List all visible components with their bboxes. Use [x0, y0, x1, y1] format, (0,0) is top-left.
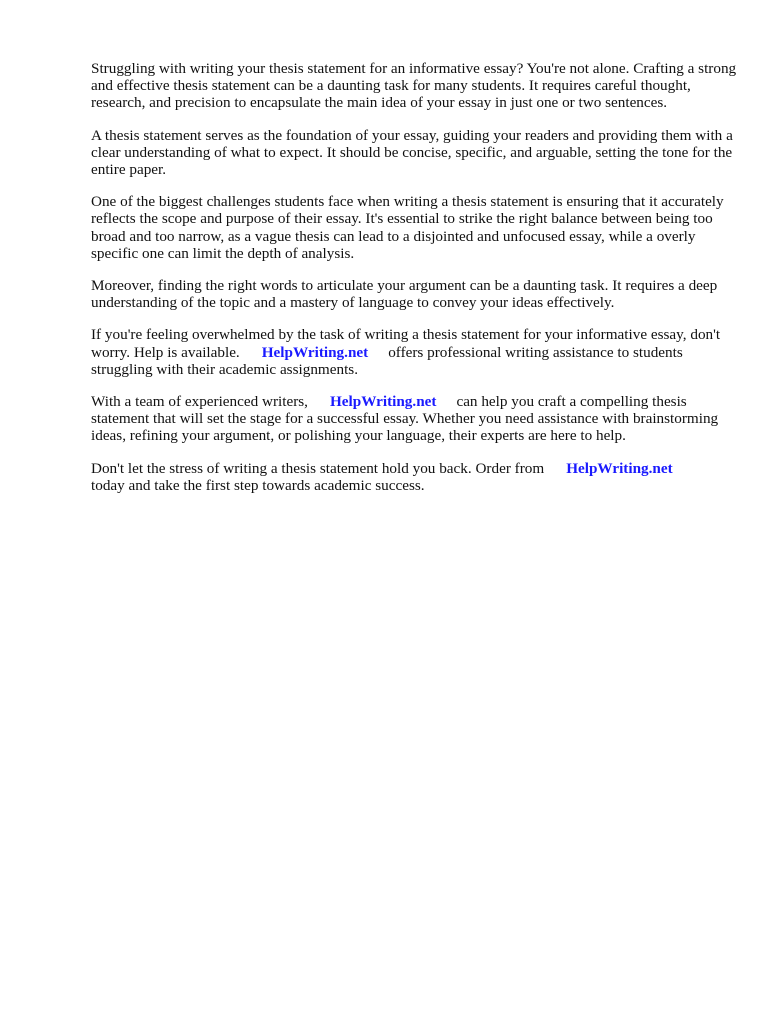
order-closing-text: today and take the first step towards academic success. [91, 476, 425, 494]
paragraph-foundation: A thesis statement serves as the foundation of your essay, guiding your readers and providing them with a clear understanding of what to expect. It should be concise, specific, and arguable, setting the tone for the entire paper. [91, 126, 733, 179]
help-offers-text: offers professional writing assistance to students struggling with their academic assignments. [91, 343, 683, 378]
help-available-text: If you're feeling overwhelmed by the task of writing a thesis statement for your informative essay, don't worry. Help is available. [91, 326, 721, 361]
team-detail-text: can help you craft a compelling thesis statement that will set the stage for a successful essay. Whether you need assistance with brainstorming ideas, refining your argument, or polishing your language, their experts are here to help. [91, 393, 719, 445]
paragraph-help-available [91, 326, 741, 378]
helpwriting-link-1[interactable]: HelpWriting.net [261, 343, 369, 361]
helpwriting-link-3[interactable]: HelpWriting.net [566, 459, 673, 477]
paragraph-wording: Moreover, finding the right words to articulate your argument can be a daunting task. It requires a deep understanding of the topic and a mastery of language to convey your ideas effectively. [91, 277, 718, 312]
document-page [91, 60, 741, 509]
paragraph-intro: Struggling with writing your thesis statement for an informative essay? You're not alone. Crafting a strong and effective thesis statement can be a daunting task for many students. It requires careful thought, research, and precision to encapsulate the main idea of your essay in just one or two sentences. [91, 60, 737, 112]
paragraph-team [91, 393, 741, 445]
helpwriting-link-2[interactable]: HelpWriting.net [329, 393, 437, 411]
paragraph-order [91, 460, 741, 494]
order-intro-text: Don't let the stress of writing a thesis statement hold you back. Order from [91, 459, 545, 477]
paragraph-challenges: One of the biggest challenges students face when writing a thesis statement is ensuring that it accurately reflects the scope and purpose of their essay. It's essential to strike the right balance between being too broad and too narrow, as a vague thesis can lead to a disjointed and unfocused essay, while a overly specific one can limit the depth of analysis. [91, 193, 724, 262]
team-intro-text: With a team of experienced writers, [91, 393, 308, 411]
